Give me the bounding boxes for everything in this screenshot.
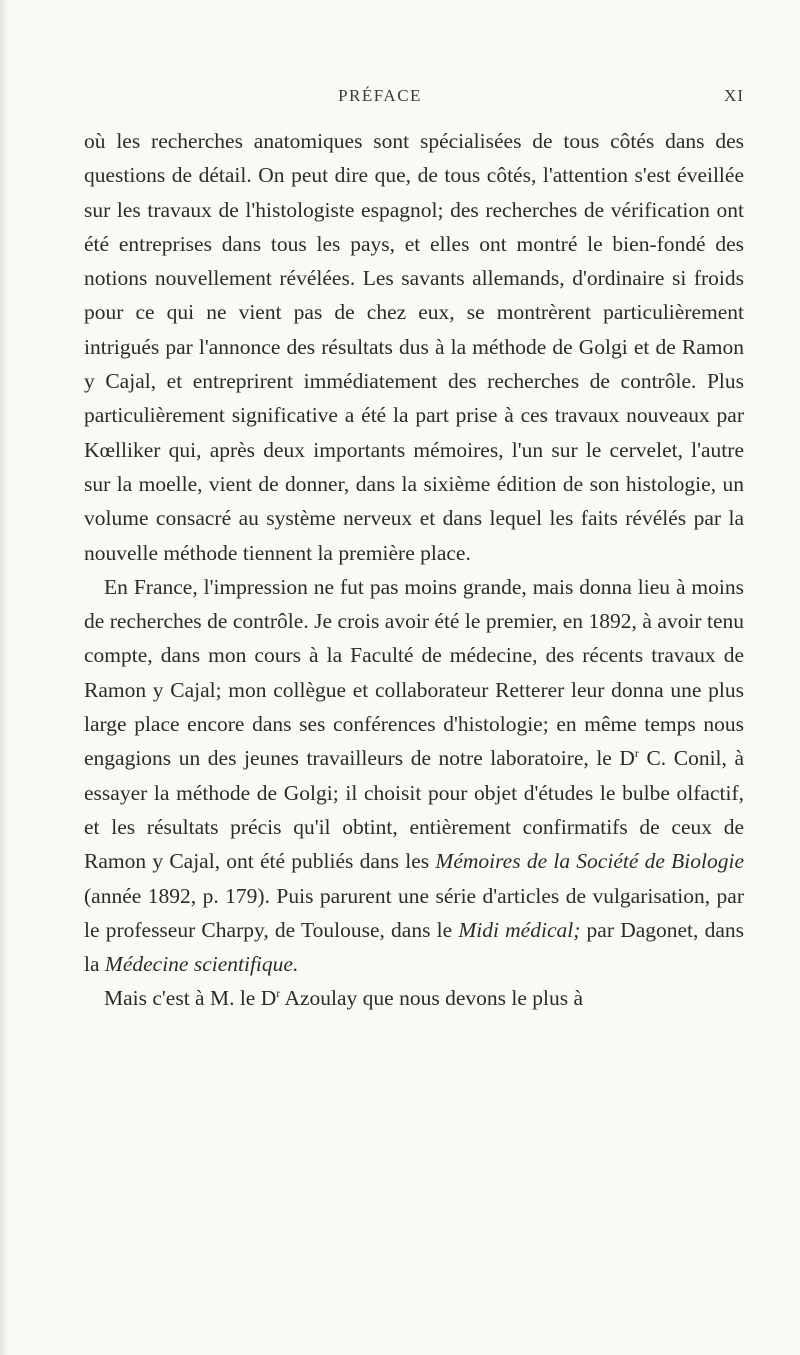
text-segment: Azoulay que nous devons le plus à [280, 986, 584, 1011]
running-title: PRÉFACE [338, 86, 422, 105]
text-segment: En France, l'impression ne fut pas moins grande, mais donna lieu à moins de recherches de contrôle. Je crois avoir été le premier, en 1892, à avoir tenu compte, dans mon cours à la Faculté de médecine, des récents travaux de Ramon y Cajal; mon collègue et collaborateur Retterer leur donna une plus large place encore dans ses conférences d'histologie; en même temps nous engagions un des jeunes travailleurs de notre laboratoire, le D [84, 574, 744, 771]
page-binding-shadow [0, 0, 8, 1355]
superscript: r [634, 746, 639, 761]
text-segment: C. Conil, à essayer la méthode de Golgi; il choisit pour objet d'études le bulbe olfactif, et les résultats précis qu'il obtint, entièrement confirmatifs de ceux de Ramon y Cajal, ont été publiés dans les [84, 746, 744, 874]
body-text [84, 124, 744, 1016]
italic-title: Médecine scientifique. [104, 952, 299, 977]
paragraph-azoulay [84, 981, 744, 1015]
text-segment: (année 1892, p. 179). Puis parurent une série d'articles de vulgarisation, par le professeur Charpy, de Toulouse, dans le [84, 883, 744, 942]
text-segment: par Dagonet, dans la [84, 917, 745, 977]
paragraph-continuation: où les recherches anatomiques sont spécialisées de tous côtés dans des questions de détail. On peut dire que, de tous côtés, l'attention s'est éveillée sur les travaux de l'histologiste espagnol; des recherches de vérification ont été entreprises dans tous les pays, et elles ont montré le bien-fondé des notions nouvellement révélées. Les savants allemands, d'ordinaire si froids pour ce qui ne vient pas de chez eux, se montrèrent particulièrement intrigués par l'annonce des résultats dus à la méthode de Golgi et de Ramon y Cajal, et entreprirent immédiatement des recherches de contrôle. Plus particulièrement significative a été la part prise à ces travaux nouveaux par Kœlliker qui, après deux importants mémoires, l'un sur le cervelet, l'autre sur la moelle, vient de donner, dans la sixième édition de son histologie, un volume consacré au système nerveux et dans lequel les faits révélés par la nouvelle méthode tiennent la première place. [84, 129, 744, 565]
italic-title: Midi médical; [458, 917, 581, 942]
text-segment: Mais c'est à M. le D [104, 986, 277, 1011]
italic-title: Mémoires de la Société de Biologie [435, 849, 744, 874]
paragraph-france [84, 570, 744, 982]
page-number: XI [724, 86, 744, 105]
superscript: r [276, 986, 281, 1001]
running-head [0, 86, 800, 110]
